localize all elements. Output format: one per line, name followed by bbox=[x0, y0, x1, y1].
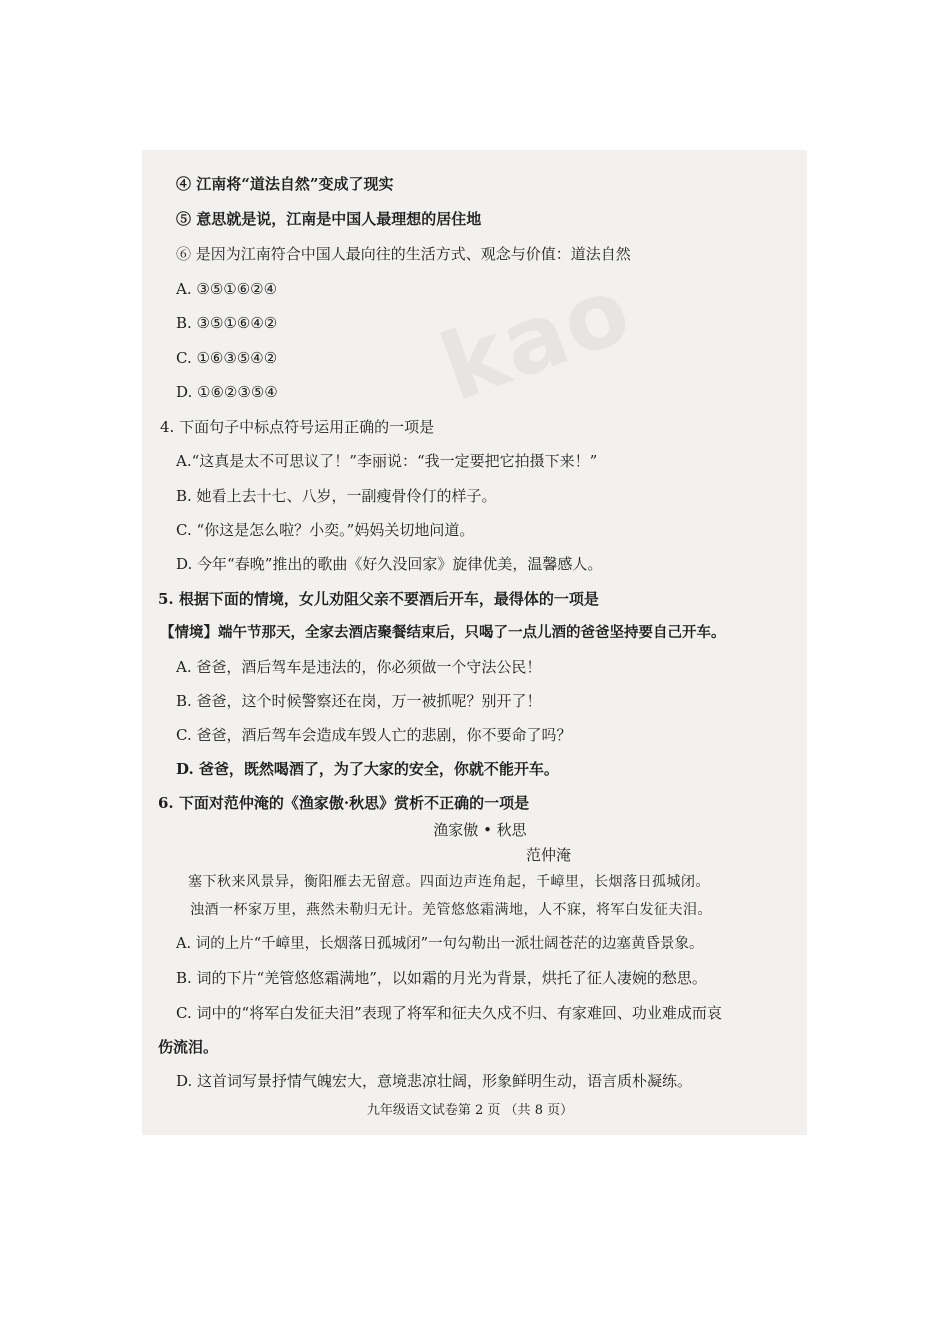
q5-option-d: D. 爸爸，既然喝酒了，为了大家的安全，你就不能开车。 bbox=[176, 760, 559, 778]
watermark: kao bbox=[427, 255, 645, 422]
q6-option-d: D. 这首词写景抒情气魄宏大，意境悲凉壮阔，形象鲜明生动，语言质朴凝练。 bbox=[176, 1072, 693, 1090]
q4-option-b: B. 她看上去十七、八岁，一副瘦骨伶仃的样子。 bbox=[176, 487, 497, 505]
poem-title: 渔家傲 • 秋思 bbox=[433, 821, 527, 839]
sentence-5: ⑤ 意思就是说，江南是中国人最理想的居住地 bbox=[176, 210, 482, 228]
poem-line-2: 浊酒一杯家万里，燕然未勒归无计。羌管悠悠霜满地，人不寐，将军白发征夫泪。 bbox=[190, 902, 712, 918]
q6-option-c-line-2: 伤流泪。 bbox=[158, 1038, 219, 1056]
q3-option-c: C. ①⑥③⑤④② bbox=[176, 349, 278, 367]
poem-line-1: 塞下秋来风景异，衡阳雁去无留意。四面边声连角起，千嶂里，长烟落日孤城闭。 bbox=[188, 874, 710, 890]
q3-option-b: B. ③⑤①⑥④② bbox=[176, 314, 278, 332]
q5-option-a: A. 爸爸，酒后驾车是违法的，你必须做一个守法公民！ bbox=[176, 658, 542, 676]
q4-option-d: D. 今年“春晚”推出的歌曲《好久没回家》旋律优美，温馨感人。 bbox=[176, 555, 603, 573]
q4-option-a: A.“这真是太不可思议了！”李丽说：“我一定要把它拍摄下来！” bbox=[176, 452, 598, 470]
page-footer: 九年级语文试卷第 2 页 （共 8 页） bbox=[366, 1103, 574, 1118]
sentence-4: ④ 江南将“道法自然”变成了现实 bbox=[176, 175, 394, 193]
q5-option-b: B. 爸爸，这个时候警察还在岗，万一被抓呢？别开了！ bbox=[176, 692, 542, 710]
q5-option-c: C. 爸爸，酒后驾车会造成车毁人亡的悲剧，你不要命了吗？ bbox=[176, 726, 572, 744]
q3-option-a: A. ③⑤①⑥②④ bbox=[176, 280, 278, 298]
q3-option-d: D. ①⑥②③⑤④ bbox=[176, 383, 278, 401]
sentence-6: ⑥ 是因为江南符合中国人最向往的生活方式、观念与价值：道法自然 bbox=[176, 245, 631, 263]
poem-author: 范仲淹 bbox=[526, 846, 572, 864]
q6-option-b: B. 词的下片“羌管悠悠霜满地”，以如霜的月光为背景，烘托了征人凄婉的愁思。 bbox=[176, 969, 707, 987]
q5-context: 【情境】端午节那天，全家去酒店聚餐结束后，只喝了一点儿酒的爸爸坚持要自己开车。 bbox=[160, 624, 726, 641]
q6-option-c-line-1: C. 词中的“将军白发征夫泪”表现了将军和征夫久戍不归、有家难回、功业难成而哀 bbox=[176, 1004, 722, 1022]
q5-stem: 5. 根据下面的情境，女儿劝阻父亲不要酒后开车，最得体的一项是 bbox=[158, 590, 599, 608]
q6-stem: 6. 下面对范仲淹的《渔家傲·秋思》赏析不正确的一项是 bbox=[158, 794, 530, 812]
q4-option-c: C. “你这是怎么啦？小奕。”妈妈关切地问道。 bbox=[176, 521, 475, 539]
q6-option-a: A. 词的上片“千嶂里，长烟落日孤城闭”一句勾勒出一派壮阔苍茫的边塞黄昏景象。 bbox=[176, 936, 704, 952]
q4-stem: 4. 下面句子中标点符号运用正确的一项是 bbox=[160, 418, 435, 436]
